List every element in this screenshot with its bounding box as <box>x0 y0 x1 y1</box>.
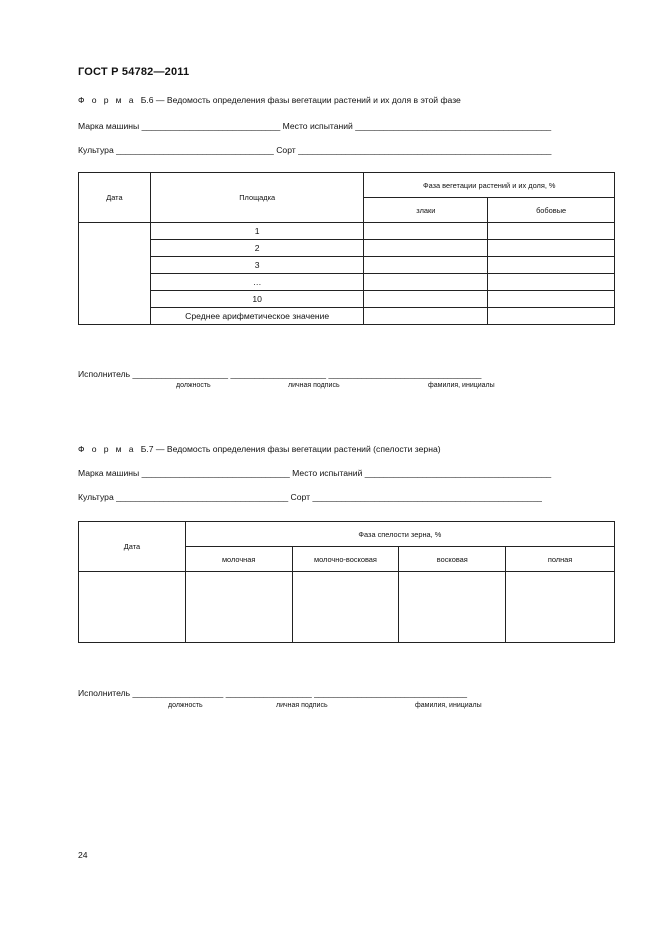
form-b6-caption-position: должность <box>176 382 211 389</box>
form-b6-caption-signature: личная подпись <box>288 382 340 389</box>
table-row <box>79 291 615 308</box>
table-row <box>79 240 615 257</box>
form-b7-machine-line: Марка машины _______________________________ Место испытаний _______________________________________ <box>78 468 552 478</box>
legumes-cell <box>488 291 615 308</box>
header-milk-wax: молочно-восковая <box>292 547 399 572</box>
header-date: Дата <box>79 522 186 572</box>
cereals-cell <box>364 257 488 274</box>
form-b6-caption-name: фамилия, инициалы <box>428 382 495 389</box>
form-b6-table <box>78 172 615 325</box>
plot-cell-average: Среднее арифметическое значение <box>150 308 364 325</box>
form-b7-executor-line: Исполнитель ___________________ __________________ ________________________________ <box>78 688 468 698</box>
legumes-cell <box>488 240 615 257</box>
cereals-cell <box>364 291 488 308</box>
plot-cell: 1 <box>150 223 364 240</box>
form-b6-crop-line: Культура _________________________________ Сорт _____________________________________________________ <box>78 145 552 155</box>
form-b7-title-text: Б.7 — Ведомость определения фазы вегетации растений (спелости зерна) <box>140 444 441 454</box>
legumes-cell <box>488 308 615 325</box>
milk-cell <box>185 572 292 643</box>
table-row <box>79 308 615 325</box>
header-cereals: злаки <box>364 198 488 223</box>
form-b6-title <box>78 95 461 105</box>
wax-cell <box>399 572 506 643</box>
table-row <box>79 223 615 240</box>
form-word: Ф о р м а <box>78 95 136 105</box>
form-b6-machine-line: Марка машины _____________________________ Место испытаний _________________________________________ <box>78 121 552 131</box>
plot-cell: … <box>150 274 364 291</box>
form-b7-table <box>78 521 615 643</box>
table-row <box>79 257 615 274</box>
header-milk: молочная <box>185 547 292 572</box>
plot-cell: 3 <box>150 257 364 274</box>
form-b6-executor-line: Исполнитель ____________________ ____________________ ________________________________ <box>78 369 482 379</box>
document-code: ГОСТ Р 54782—2011 <box>78 66 190 78</box>
legumes-cell <box>488 274 615 291</box>
form-b7-caption-signature: личная подпись <box>276 702 328 709</box>
date-cell <box>79 572 186 643</box>
plot-cell: 2 <box>150 240 364 257</box>
table-row <box>79 274 615 291</box>
cereals-cell <box>364 223 488 240</box>
form-b7-caption-name: фамилия, инициалы <box>415 702 482 709</box>
cereals-cell <box>364 240 488 257</box>
header-phase: Фаза вегетации растений и их доля, % <box>364 173 615 198</box>
header-wax: восковая <box>399 547 506 572</box>
milk-wax-cell <box>292 572 399 643</box>
legumes-cell <box>488 257 615 274</box>
header-date: Дата <box>79 173 151 223</box>
header-legumes: бобовые <box>488 198 615 223</box>
full-cell <box>506 572 615 643</box>
page-number: 24 <box>78 850 88 860</box>
date-cell <box>79 223 151 325</box>
cereals-cell <box>364 274 488 291</box>
header-ripeness-phase: Фаза спелости зерна, % <box>185 522 614 547</box>
plot-cell: 10 <box>150 291 364 308</box>
form-b7-caption-position: должность <box>168 702 203 709</box>
form-b7-title <box>78 444 441 454</box>
legumes-cell <box>488 223 615 240</box>
header-full: полная <box>506 547 615 572</box>
table-row <box>79 572 615 643</box>
cereals-cell <box>364 308 488 325</box>
form-b7-crop-line: Культура ____________________________________ Сорт ________________________________________________ <box>78 492 542 502</box>
header-plot: Площадка <box>150 173 364 223</box>
form-b6-title-text: Б.6 — Ведомость определения фазы вегетации растений и их доля в этой фазе <box>140 95 461 105</box>
form-word: Ф о р м а <box>78 444 136 454</box>
